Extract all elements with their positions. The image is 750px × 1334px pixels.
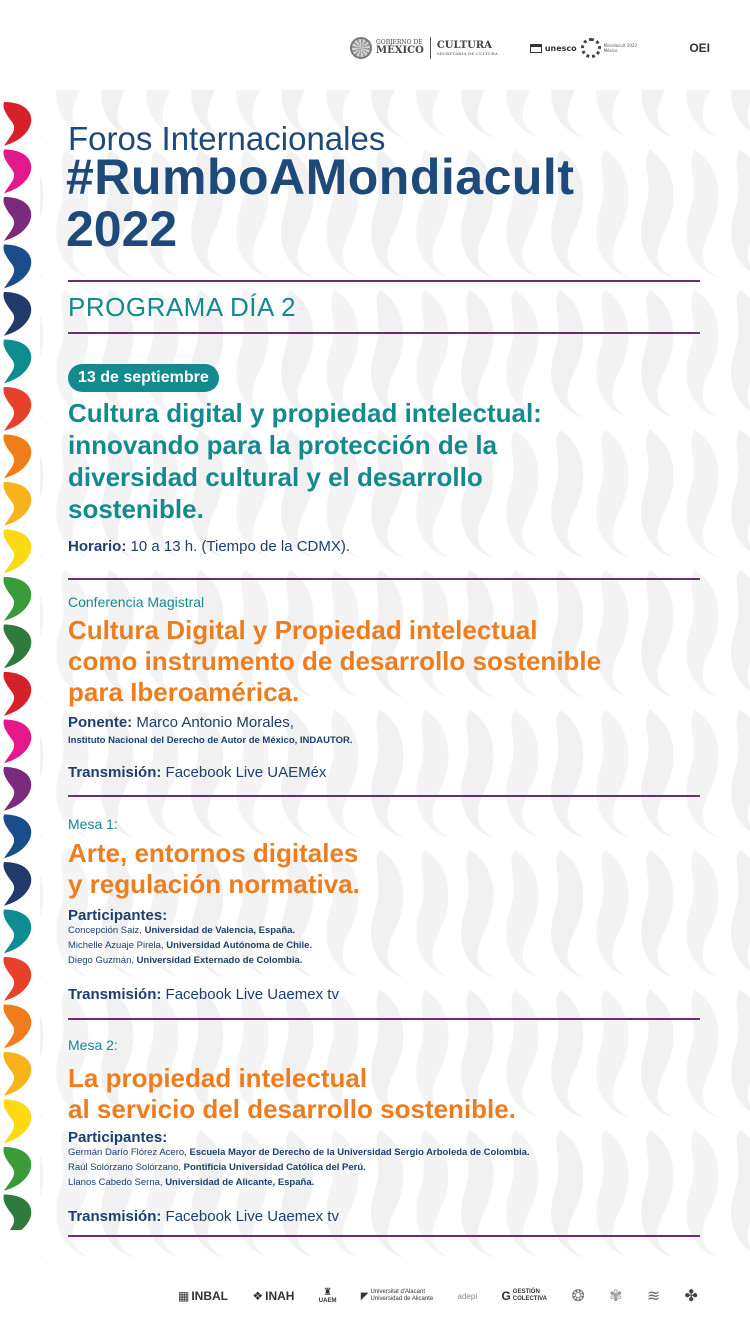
- bottom-logo-bar: [178, 1282, 698, 1310]
- gobierno-de-mexico-logo: [350, 37, 424, 59]
- gob-small-text: GOBIERNO DE: [376, 39, 423, 46]
- transmission-label: Transmisión:: [68, 986, 162, 1003]
- transmission-link[interactable]: Facebook Live Uaemex tv: [165, 1208, 339, 1225]
- oei-logo: OEI: [689, 41, 710, 55]
- mesa1-transmission: [68, 986, 339, 1003]
- emblem-icon: ✾: [609, 1288, 623, 1305]
- transmission-label: Transmisión:: [68, 764, 162, 781]
- mesa1-kicker: Mesa 1:: [68, 816, 118, 832]
- pre-title: Foros Internacionales: [68, 120, 386, 157]
- transmission-link[interactable]: Facebook Live Uaemex tv: [165, 986, 339, 1003]
- uaem-logo: ♜ UAEM: [318, 1287, 337, 1304]
- mondiacult-logo: Mondiacult 2022 México: [581, 38, 637, 58]
- ponente-name: Marco Antonio Morales,: [136, 714, 294, 731]
- alicante-arrow-icon: ◤: [360, 1290, 369, 1302]
- institution-seal-logo: [571, 1286, 584, 1306]
- divider-rule: [68, 1018, 700, 1020]
- ponente-line: [68, 714, 294, 731]
- mesa1-participants-label: Participantes:: [68, 907, 168, 924]
- divider-rule: [68, 1235, 700, 1237]
- transmission-link[interactable]: Facebook Live UAEMéx: [165, 764, 327, 781]
- program-title: PROGRAMA DÍA 2: [68, 292, 297, 322]
- uaem-shield-icon: ♜: [323, 1287, 333, 1298]
- participant-row: Concepción Saiz, Universidad de Valencia, España.: [68, 925, 296, 936]
- universidad-alicante-logo: ◤ Universitat d'Alacant Universidad de Alicante: [360, 1289, 434, 1302]
- inbal-grid-icon: ▦: [178, 1289, 190, 1303]
- mesa2-participants-label: Participantes:: [68, 1129, 168, 1146]
- schedule-value: 10 a 13 h. (Tiempo de la CDMX).: [130, 538, 351, 555]
- schedule-label: Horario:: [68, 538, 127, 555]
- conferencia-transmission: [68, 764, 326, 781]
- schedule-line: [68, 538, 350, 555]
- gestion-g-icon: G: [501, 1289, 511, 1303]
- museo-logo: [647, 1286, 660, 1306]
- divider-rule: [68, 280, 700, 282]
- conferencia-title: Cultura Digital y Propiedad intelectual como instrumento de desarrollo sostenible para Iberoamérica.: [68, 615, 602, 707]
- transmission-label: Transmisión:: [68, 1208, 162, 1225]
- mesa2-kicker: Mesa 2:: [68, 1037, 118, 1053]
- national-seal-icon: [350, 37, 372, 59]
- date-badge: 13 de septiembre: [68, 364, 219, 392]
- mesa2-transmission: [68, 1208, 339, 1225]
- year-title: 2022: [66, 201, 178, 257]
- ponente-institution: Instituto Nacional del Derecho de Autor de México, INDAUTOR.: [68, 735, 353, 746]
- inah-logo: ❖ INAH: [252, 1289, 295, 1303]
- unesco-temple-icon: [530, 44, 542, 53]
- gob-big-text: MÉXICO: [376, 45, 424, 56]
- inah-knot-icon: ❖: [252, 1289, 264, 1303]
- unesco-logo: unesco: [530, 44, 577, 53]
- cultura-logo: CULTURA SECRETARÍA DE CULTURA: [436, 40, 498, 56]
- adepi-logo: adepi: [457, 1291, 478, 1301]
- participant-row: Germán Darío Flórez Acero, Escuela Mayor de Derecho de la Universidad Sergio Arboleda de Colombia.: [68, 1147, 530, 1158]
- gestion-colectiva-logo: G GESTIÓN COLECTIVA: [501, 1289, 548, 1303]
- participant-row: Diego Guzmán, Universidad Externado de Colombia.: [68, 955, 303, 966]
- participant-row: Michelle Azuaje Pirela, Universidad Autónoma de Chile.: [68, 940, 313, 951]
- participant-row: Llanos Cabedo Serna, Universidad de Alicante, España.: [68, 1177, 315, 1188]
- ponente-label: Ponente:: [68, 714, 133, 731]
- mesa2-title: La propiedad intelectual al servicio del desarrollo sostenible.: [68, 1063, 516, 1124]
- crest-icon: ❂: [571, 1288, 585, 1305]
- mondiacult-emblem-icon: [581, 38, 601, 58]
- institution-emblem-logo: [609, 1286, 622, 1306]
- pinwheel-icon: ✤: [684, 1288, 698, 1305]
- conferencia-kicker: Conferencia Magistral: [68, 594, 205, 610]
- inbal-logo: ▦ INBAL: [178, 1289, 229, 1303]
- top-logo-bar: [350, 34, 710, 62]
- mesa1-title: Arte, entornos digitales y regulación normativa.: [68, 838, 360, 899]
- divider-rule: [68, 332, 700, 334]
- session-title: Cultura digital y propiedad intelectual: innovando para la protección de la diversidad cultural y el desarrollo sostenible.: [68, 398, 542, 524]
- logo-divider: [430, 37, 431, 59]
- divider-rule: [68, 795, 700, 797]
- divider-rule: [68, 578, 700, 580]
- hashtag-title: #RumboAMondiacult: [66, 149, 575, 205]
- museo-wave-icon: ≋: [646, 1288, 661, 1305]
- pinwheel-logo: [685, 1286, 698, 1306]
- participant-row: Raúl Solórzano Solórzano, Pontificia Universidad Católica del Perú.: [68, 1162, 366, 1173]
